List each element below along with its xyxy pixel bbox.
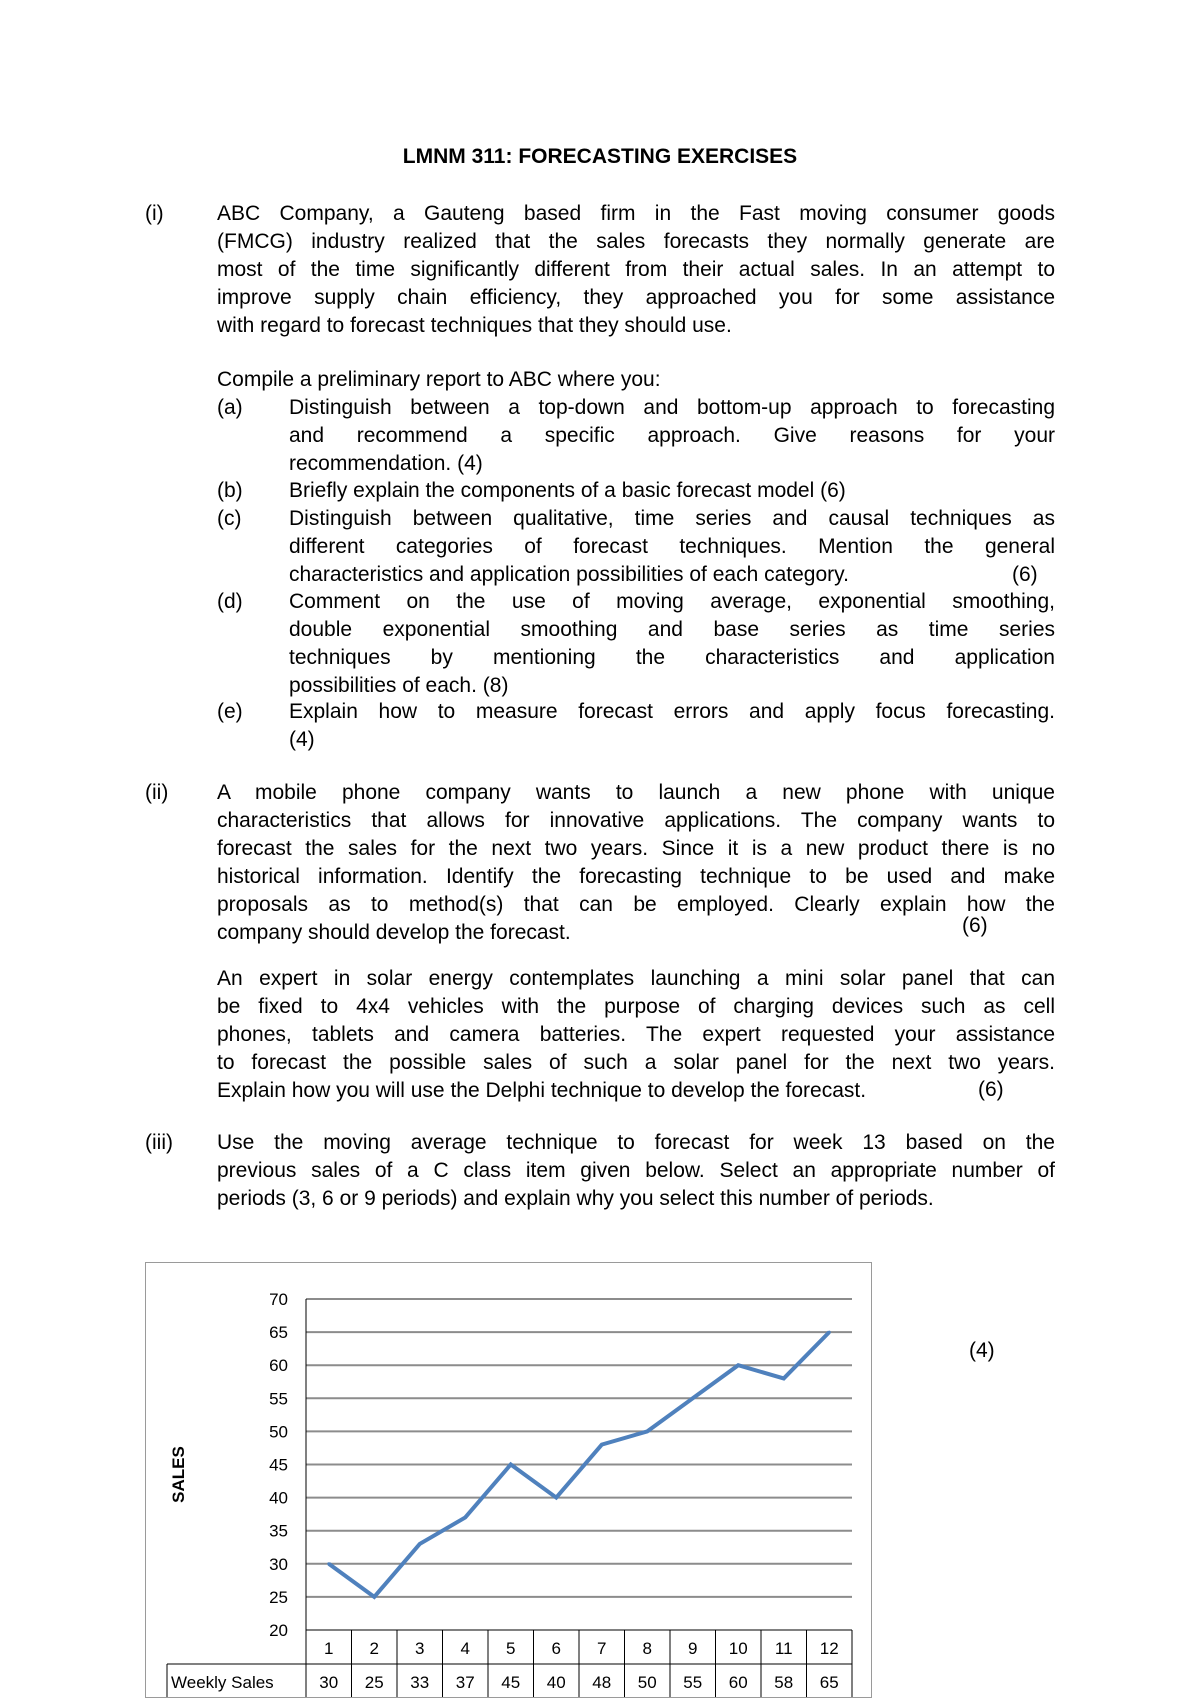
text-line: forecast the sales for the next two years. Since it is a new product there is no [217,837,1055,860]
x-tick-label: 10 [728,1639,748,1658]
text-line: and recommend a specific approach. Give reasons for your [289,424,1055,447]
text-line: most of the time significantly different from their actual sales. In an attempt to [217,258,1055,281]
weekly-sales-chart [145,1262,872,1698]
text-line: phones, tablets and camera batteries. The expert requested your assistance [217,1023,1055,1046]
chart-svg [146,1263,871,1697]
text-line: An expert in solar energy contemplates launching a mini solar panel that can [217,967,1055,990]
text-line: to forecast the possible sales of such a solar panel for the next two years. [217,1051,1055,1074]
y-tick-label: 25 [269,1587,288,1607]
question-ii-mark: (6) [962,914,988,937]
x-tick-label: 9 [688,1639,698,1658]
data-point [373,1595,376,1598]
question-ii-text-2 [217,965,1055,1105]
x-tick-label: 8 [642,1639,652,1658]
data-table-value: 37 [455,1673,475,1692]
y-tick-label: 70 [269,1290,288,1309]
text-line: Explain how you will use the Delphi technique to develop the forecast. [217,1079,867,1102]
text-line: (4) [289,728,315,751]
y-tick-label: 65 [269,1323,288,1343]
text-line: improve supply chain efficiency, they approached you for some assistance [217,286,1055,309]
y-tick-label: 55 [269,1389,288,1409]
text-line: Briefly explain the components of a basic forecast model (6) [289,479,846,502]
x-tick-label: 2 [369,1639,379,1658]
subitem-text [289,394,1055,478]
y-tick-label: 35 [269,1521,288,1541]
y-tick-label: 20 [269,1621,288,1640]
text-line: Distinguish between a top-down and bottom-up approach to forecasting [289,396,1055,419]
text-line: historical information. Identify the forecasting technique to be used and make [217,865,1055,888]
data-point [600,1443,603,1446]
data-table-value: 50 [637,1673,657,1692]
data-point [509,1463,512,1466]
x-tick-label: 11 [774,1639,793,1658]
text-line: Distinguish between qualitative, time series and causal techniques as [289,507,1055,530]
text-line: Comment on the use of moving average, exponential smoothing, [289,590,1055,613]
data-table-value: 45 [501,1673,521,1692]
text-line: Use the moving average technique to forecast for week 13 based on the [217,1131,1055,1154]
x-tick-label: 3 [415,1639,425,1658]
data-point [327,1562,330,1565]
subitem-letter: (c) [217,507,242,530]
data-point [555,1496,558,1499]
data-table-value: 65 [819,1673,839,1692]
text-line: characteristics and application possibilities of each category. [289,563,849,586]
question-number-i: (i) [145,202,164,225]
data-point [691,1397,694,1400]
table-row-label: Weekly Sales [171,1673,274,1692]
x-tick-label: 4 [460,1639,470,1658]
data-table-value: 48 [592,1673,612,1692]
text-line: A mobile phone company wants to launch a new phone with unique [217,781,1055,804]
question-iii-text [217,1129,1055,1213]
data-point [646,1430,649,1433]
text-line: techniques by mentioning the characteristics and application [289,646,1055,669]
text-line: possibilities of each. (8) [289,674,509,697]
question-i-text [217,200,1055,340]
data-point [828,1331,831,1334]
data-point [418,1542,421,1545]
text-line: ABC Company, a Gauteng based firm in the Fast moving consumer goods [217,202,1055,225]
question-number-iii: (iii) [145,1131,173,1154]
subitem-letter: (a) [217,396,243,419]
y-tick-label: 60 [269,1356,288,1376]
y-tick-label: 45 [269,1455,288,1475]
subitem-letter: (b) [217,479,243,502]
y-tick-label: 40 [269,1488,288,1508]
data-table-value: 58 [774,1673,794,1692]
data-table-value: 40 [546,1673,566,1692]
x-tick-label: 6 [551,1639,561,1658]
data-table-value: 25 [364,1673,384,1692]
question-ii-text [217,779,1055,947]
subitem-text [289,477,1055,505]
y-tick-label: 50 [269,1422,288,1442]
subitem-text [289,698,1055,754]
y-axis-label: SALES [169,1446,188,1503]
y-tick-label: 30 [269,1554,288,1574]
text-line: different categories of forecast techniques. Mention the general [289,535,1055,558]
text-line: be fixed to 4x4 vehicles with the purpose of charging devices such as cell [217,995,1055,1018]
question-ii-mark-2: (6) [978,1078,1004,1101]
x-tick-label: 12 [819,1639,839,1658]
text-line: periods (3, 6 or 9 periods) and explain why you select this number of periods. [217,1187,934,1210]
text-line: previous sales of a C class item given below. Select an appropriate number of [217,1159,1055,1182]
data-table-value: 60 [728,1673,748,1692]
document-title: LMNM 311: FORECASTING EXERCISES [402,145,798,168]
text-line: double exponential smoothing and base series as time series [289,618,1055,641]
data-table-value: 30 [319,1673,339,1692]
question-iii-mark: (4) [969,1339,995,1362]
subitem-letter: (e) [217,700,243,723]
data-table-value: 55 [683,1673,703,1692]
text-line: (FMCG) industry realized that the sales forecasts they normally generate are [217,230,1055,253]
subitem-text [289,588,1055,700]
text-line: characteristics that allows for innovative applications. The company wants to [217,809,1055,832]
text-line: recommendation. (4) [289,452,483,475]
x-tick-label: 7 [597,1639,607,1658]
question-number-ii: (ii) [145,781,169,804]
data-point [464,1516,467,1519]
subitem-mark: (6) [1012,563,1038,586]
subitem-text [289,505,1055,589]
text-line: with regard to forecast techniques that they should use. [217,314,732,337]
question-i-intro [217,366,1055,394]
data-point [737,1364,740,1367]
text-line: company should develop the forecast. [217,921,571,944]
data-point [782,1377,785,1380]
text-line: Explain how to measure forecast errors and apply focus forecasting. [289,700,1055,723]
intro-line: Compile a preliminary report to ABC where you: [217,368,661,391]
data-table-value: 33 [410,1673,430,1692]
subitem-letter: (d) [217,590,243,613]
text-line: proposals as to method(s) that can be employed. Clearly explain how the [217,893,1055,916]
x-tick-label: 1 [324,1639,334,1658]
x-tick-label: 5 [506,1639,516,1658]
